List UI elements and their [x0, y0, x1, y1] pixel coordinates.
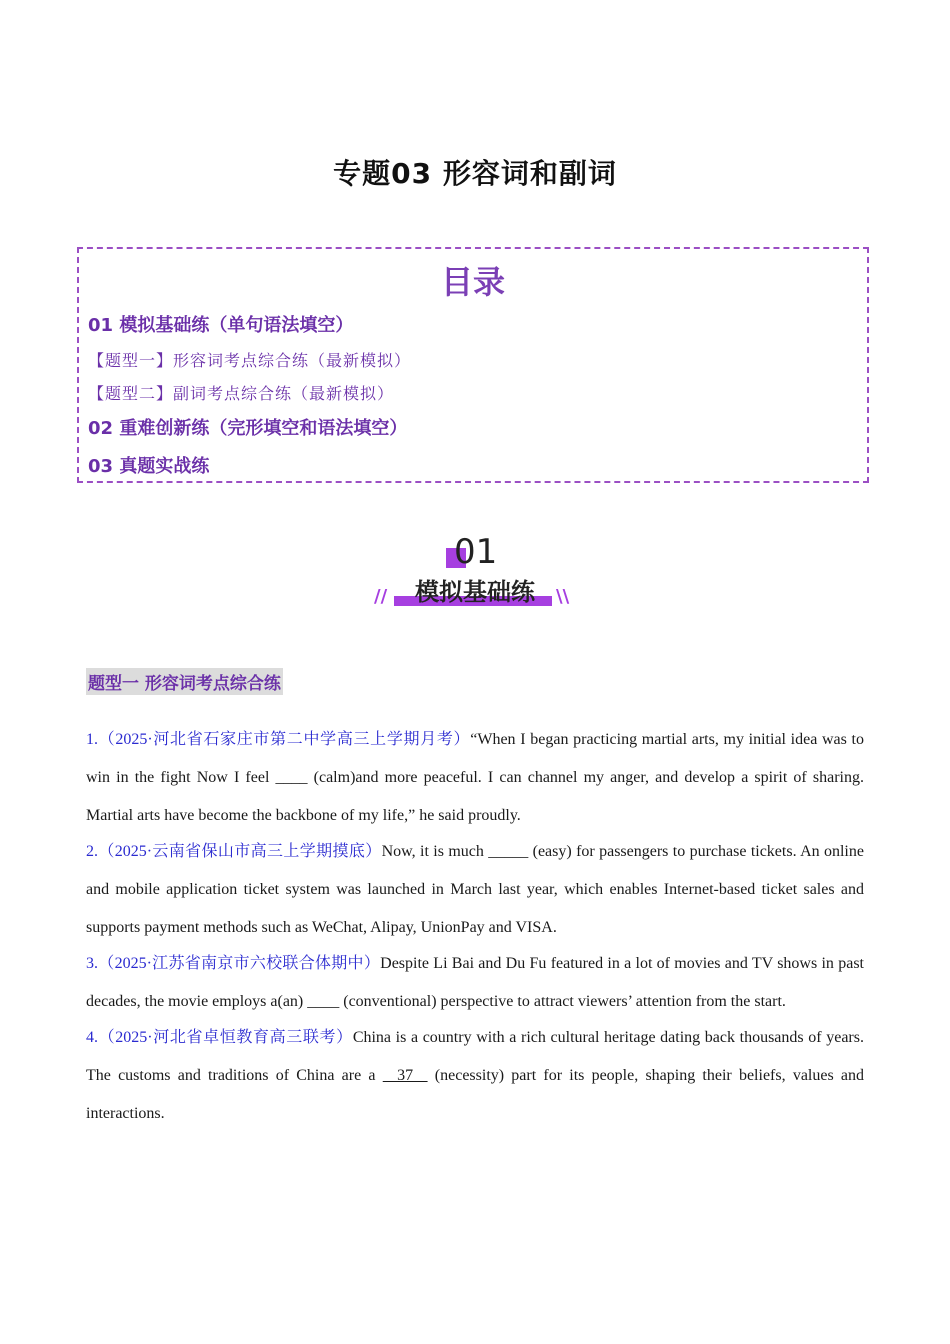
- question-source: （2025·河北省石家庄市第二中学高三上学期月考）: [98, 731, 471, 748]
- question-3: [86, 945, 864, 1021]
- question-text: (easy) for passengers to purchase tickets. An online and mobile application ticket system was launched in March last year, which enables Internet-based ticket sales and supports payment methods such as WeChat, Alipay, UnionPay and VISA.: [86, 843, 864, 936]
- question-source: （2025·河北省卓恒教育高三联考）: [98, 1029, 353, 1046]
- banner-left-slash: //: [374, 586, 388, 607]
- question-number: 2.: [86, 843, 98, 860]
- toc-item-type2[interactable]: 【题型二】副词考点综合练（最新模拟）: [88, 384, 395, 403]
- question-text: (conventional) perspective to attract viewers’ attention from the start.: [339, 993, 786, 1010]
- answer-blank[interactable]: 37: [382, 1067, 428, 1084]
- document-title: 专题03 形容词和副词: [333, 157, 617, 190]
- banner-right-slash: \\: [556, 586, 570, 607]
- question-source: （2025·云南省保山市高三上学期摸底）: [98, 843, 382, 860]
- question-4: [86, 1019, 864, 1133]
- toc-item-02[interactable]: 02 重难创新练（完形填空和语法填空）: [88, 418, 408, 439]
- question-text: (calm)and more peaceful. I can channel my anger, and develop a spirit of sharing. Martial arts have become the backbone of my life,” he said proudly.: [86, 769, 864, 824]
- question-text: (necessity) part for its people, shaping their beliefs, values and interactions.: [86, 1067, 865, 1122]
- toc-item-type1[interactable]: 【题型一】形容词考点综合练（最新模拟）: [88, 351, 412, 370]
- section-banner: [370, 532, 580, 612]
- toc-item-03[interactable]: 03 真题实战练: [88, 456, 210, 477]
- table-of-contents: [77, 247, 869, 483]
- question-2: [86, 833, 864, 947]
- question-list: [86, 721, 864, 1131]
- question-1: [86, 721, 864, 835]
- question-source: （2025·江苏省南京市六校联合体期中）: [98, 955, 381, 972]
- answer-blank[interactable]: _____: [488, 843, 529, 860]
- toc-heading: 目录: [440, 263, 505, 301]
- question-number: 3.: [86, 955, 98, 972]
- question-text: “When I began practicing martial arts, my initial idea was to win in the fight Now I feel: [86, 731, 864, 786]
- banner-number: 01: [454, 532, 498, 572]
- question-number: 4.: [86, 1029, 98, 1046]
- question-text: Despite Li Bai and Du Fu featured in a lot of movies and TV shows in past decades, the movie employs a(an): [86, 955, 864, 1010]
- question-text: Now, it is much: [381, 843, 489, 860]
- answer-blank[interactable]: ____: [275, 769, 308, 786]
- banner-label: 模拟基础练: [415, 578, 535, 606]
- question-number: 1.: [86, 731, 98, 748]
- type-heading: 题型一 形容词考点综合练: [86, 668, 283, 695]
- toc-item-01[interactable]: 01 模拟基础练（单句语法填空）: [88, 315, 354, 336]
- answer-blank[interactable]: ____: [307, 993, 340, 1010]
- question-text: China is a country with a rich cultural heritage dating back thousands of years. The customs and traditions of China are a: [86, 1029, 864, 1084]
